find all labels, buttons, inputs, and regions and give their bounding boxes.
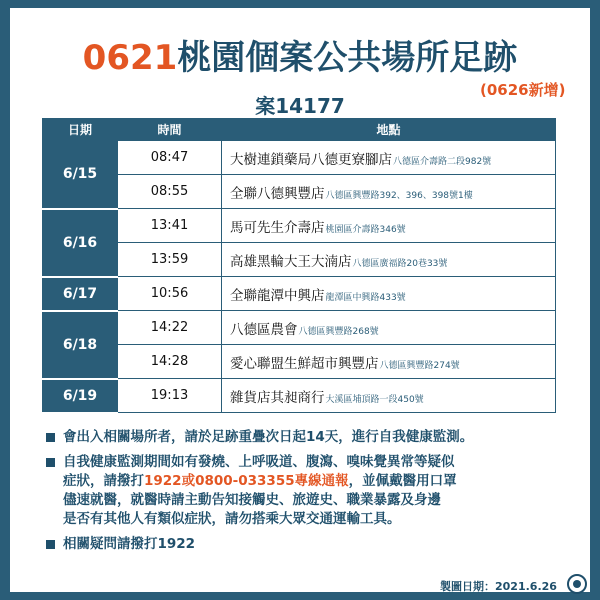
place-address: 八德區興豐路274號 <box>379 360 460 371</box>
page-title <box>0 30 600 79</box>
place-name: 全聯八德興豐店 <box>230 185 325 202</box>
table-row <box>43 175 556 209</box>
place-address: 八德區廣福路20巷33號 <box>352 258 448 269</box>
production-date: 製圖日期：2021.6.26 <box>440 580 557 593</box>
note-text <box>63 453 457 529</box>
place-address: 龍潭區中興路433號 <box>325 292 406 303</box>
notes-section <box>46 428 566 560</box>
table-header-row <box>43 119 556 141</box>
place-name: 全聯龍潭中興店 <box>230 287 325 304</box>
title-text: 桃園個案公共場所足跡 <box>177 38 518 78</box>
table-row <box>43 379 556 413</box>
government-seal-icon <box>567 574 587 594</box>
new-tag: (0626新增) <box>480 81 566 99</box>
header-date: 日期 <box>43 119 118 141</box>
date-cell: 6/15 <box>43 141 118 209</box>
case-number: 案14177 <box>255 94 345 118</box>
title-case-number: 0621 <box>82 38 178 78</box>
note-item <box>46 535 566 554</box>
place-cell <box>222 243 556 277</box>
date-cell: 6/19 <box>43 379 118 413</box>
footprint-table <box>42 118 556 414</box>
note-text: 相關疑問請撥打1922 <box>63 536 196 552</box>
place-name: 大樹連鎖藥局八德更寮腳店 <box>230 151 392 168</box>
time-cell: 19:13 <box>118 379 222 413</box>
date-cell: 6/17 <box>43 277 118 311</box>
place-cell <box>222 209 556 243</box>
place-name: 八德區農會 <box>230 321 298 338</box>
note-item <box>46 428 566 447</box>
note-text: 會出入相關場所者，請於足跡重疊次日起14天，進行自我健康監測。 <box>63 429 474 445</box>
place-address: 大溪區埔頂路一段450號 <box>325 394 424 405</box>
place-name: 高雄黑輪大王大湳店 <box>230 253 352 270</box>
header-time: 時間 <box>118 119 222 141</box>
place-address: 八德區介壽路二段982號 <box>393 156 492 167</box>
time-cell: 08:55 <box>118 175 222 209</box>
time-cell: 14:28 <box>118 345 222 379</box>
time-cell: 13:41 <box>118 209 222 243</box>
place-cell <box>222 277 556 311</box>
place-name: 雜貨店其昶商行 <box>230 389 325 406</box>
place-cell <box>222 311 556 345</box>
table-row <box>43 277 556 311</box>
date-cell: 6/16 <box>43 209 118 277</box>
table-row <box>43 345 556 379</box>
note-text-part: 自我健康監測期間如有發燒、上呼吸道、腹瀉、嗅味覺異常等疑似 症狀，請撥打 <box>63 454 455 489</box>
header-place: 地點 <box>222 119 556 141</box>
note-item <box>46 453 566 529</box>
square-bullet-icon <box>46 433 55 442</box>
place-address: 桃園區介壽路346號 <box>325 224 406 235</box>
place-name: 愛心聯盟生鮮超市興豐店 <box>230 355 379 372</box>
place-cell <box>222 379 556 413</box>
table-row <box>43 311 556 345</box>
table-row <box>43 209 556 243</box>
place-cell <box>222 175 556 209</box>
time-cell: 08:47 <box>118 141 222 175</box>
square-bullet-icon <box>46 458 55 467</box>
place-cell <box>222 345 556 379</box>
table-row <box>43 141 556 175</box>
place-cell <box>222 141 556 175</box>
place-address: 八德區興豐路268號 <box>298 326 379 337</box>
date-cell: 6/18 <box>43 311 118 379</box>
hotline-highlight: 1922或0800-033355專線通報 <box>144 473 349 489</box>
time-cell: 13:59 <box>118 243 222 277</box>
place-address: 八德區興豐路392、396、398號1樓 <box>325 190 473 201</box>
table-row <box>43 243 556 277</box>
note-text-part: ，並佩戴醫用口罩 儘速就醫，就醫時請主動告知接觸史、旅遊史、職業暴露及身邊 是否有其他人有類似症狀，請勿搭乘大眾交通運輸工具。 <box>63 473 457 527</box>
time-cell: 14:22 <box>118 311 222 345</box>
place-name: 馬可先生介壽店 <box>230 219 325 236</box>
square-bullet-icon <box>46 540 55 549</box>
time-cell: 10:56 <box>118 277 222 311</box>
